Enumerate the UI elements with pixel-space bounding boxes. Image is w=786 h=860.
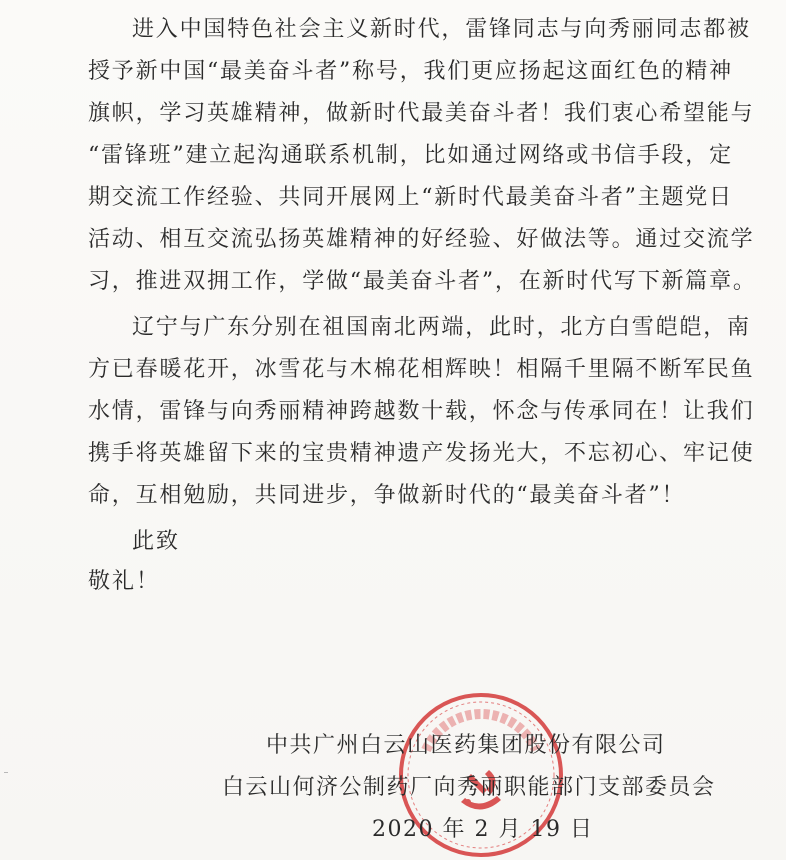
signature-branch-committee: 白云山何济公制药厂向秀丽职能部门支部委员会 bbox=[222, 775, 716, 800]
paragraph-line: 旗帜，学习英雄精神，做新时代最美奋斗者！我们衷心希望能与 bbox=[88, 101, 755, 126]
paragraph-line: 携手将英雄留下来的宝贵精神遗产发扬光大，不忘初心、牢记使 bbox=[88, 441, 755, 466]
paragraph-line: 命，互相勉励，共同进步，争做新时代的“最美奋斗者”！ bbox=[88, 483, 686, 508]
paragraph-line: 习，推进双拥工作，学做“最美奋斗者”，在新时代写下新篇章。 bbox=[88, 269, 757, 294]
paragraph-line: 授予新中国“最美奋斗者”称号，我们更应扬起这面红色的精神 bbox=[88, 59, 733, 84]
scan-mark bbox=[4, 772, 8, 773]
letter-date: 2020 年 2 月 19 日 bbox=[372, 817, 594, 842]
paragraph-line: 辽宁与广东分别在祖国南北两端，此时，北方白雪皑皑，南 bbox=[132, 315, 751, 340]
paragraph-line: 水情，雷锋与向秀丽精神跨越数十载，怀念与传承同在！让我们 bbox=[88, 399, 755, 424]
paragraph-line: “雷锋班”建立起沟通联系机制，比如通过网络或书信手段，定 bbox=[88, 143, 733, 168]
paragraph-line: 进入中国特色社会主义新时代，雷锋同志与向秀丽同志都被 bbox=[132, 17, 751, 42]
paragraph-line: 方已春暖花开，冰雪花与木棉花相辉映！相隔千里隔不断军民鱼 bbox=[88, 357, 755, 382]
closing-regards: 敬礼！ bbox=[88, 569, 161, 594]
closing-salutation: 此致 bbox=[132, 529, 181, 554]
paragraph-line: 期交流工作经验、共同开展网上“新时代最美奋斗者”主题党日 bbox=[88, 185, 733, 210]
signature-organization: 中共广州白云山医药集团股份有限公司 bbox=[266, 733, 666, 758]
paragraph-line: 活动、相互交流弘扬英雄精神的好经验、好做法等。通过交流学 bbox=[88, 227, 755, 252]
